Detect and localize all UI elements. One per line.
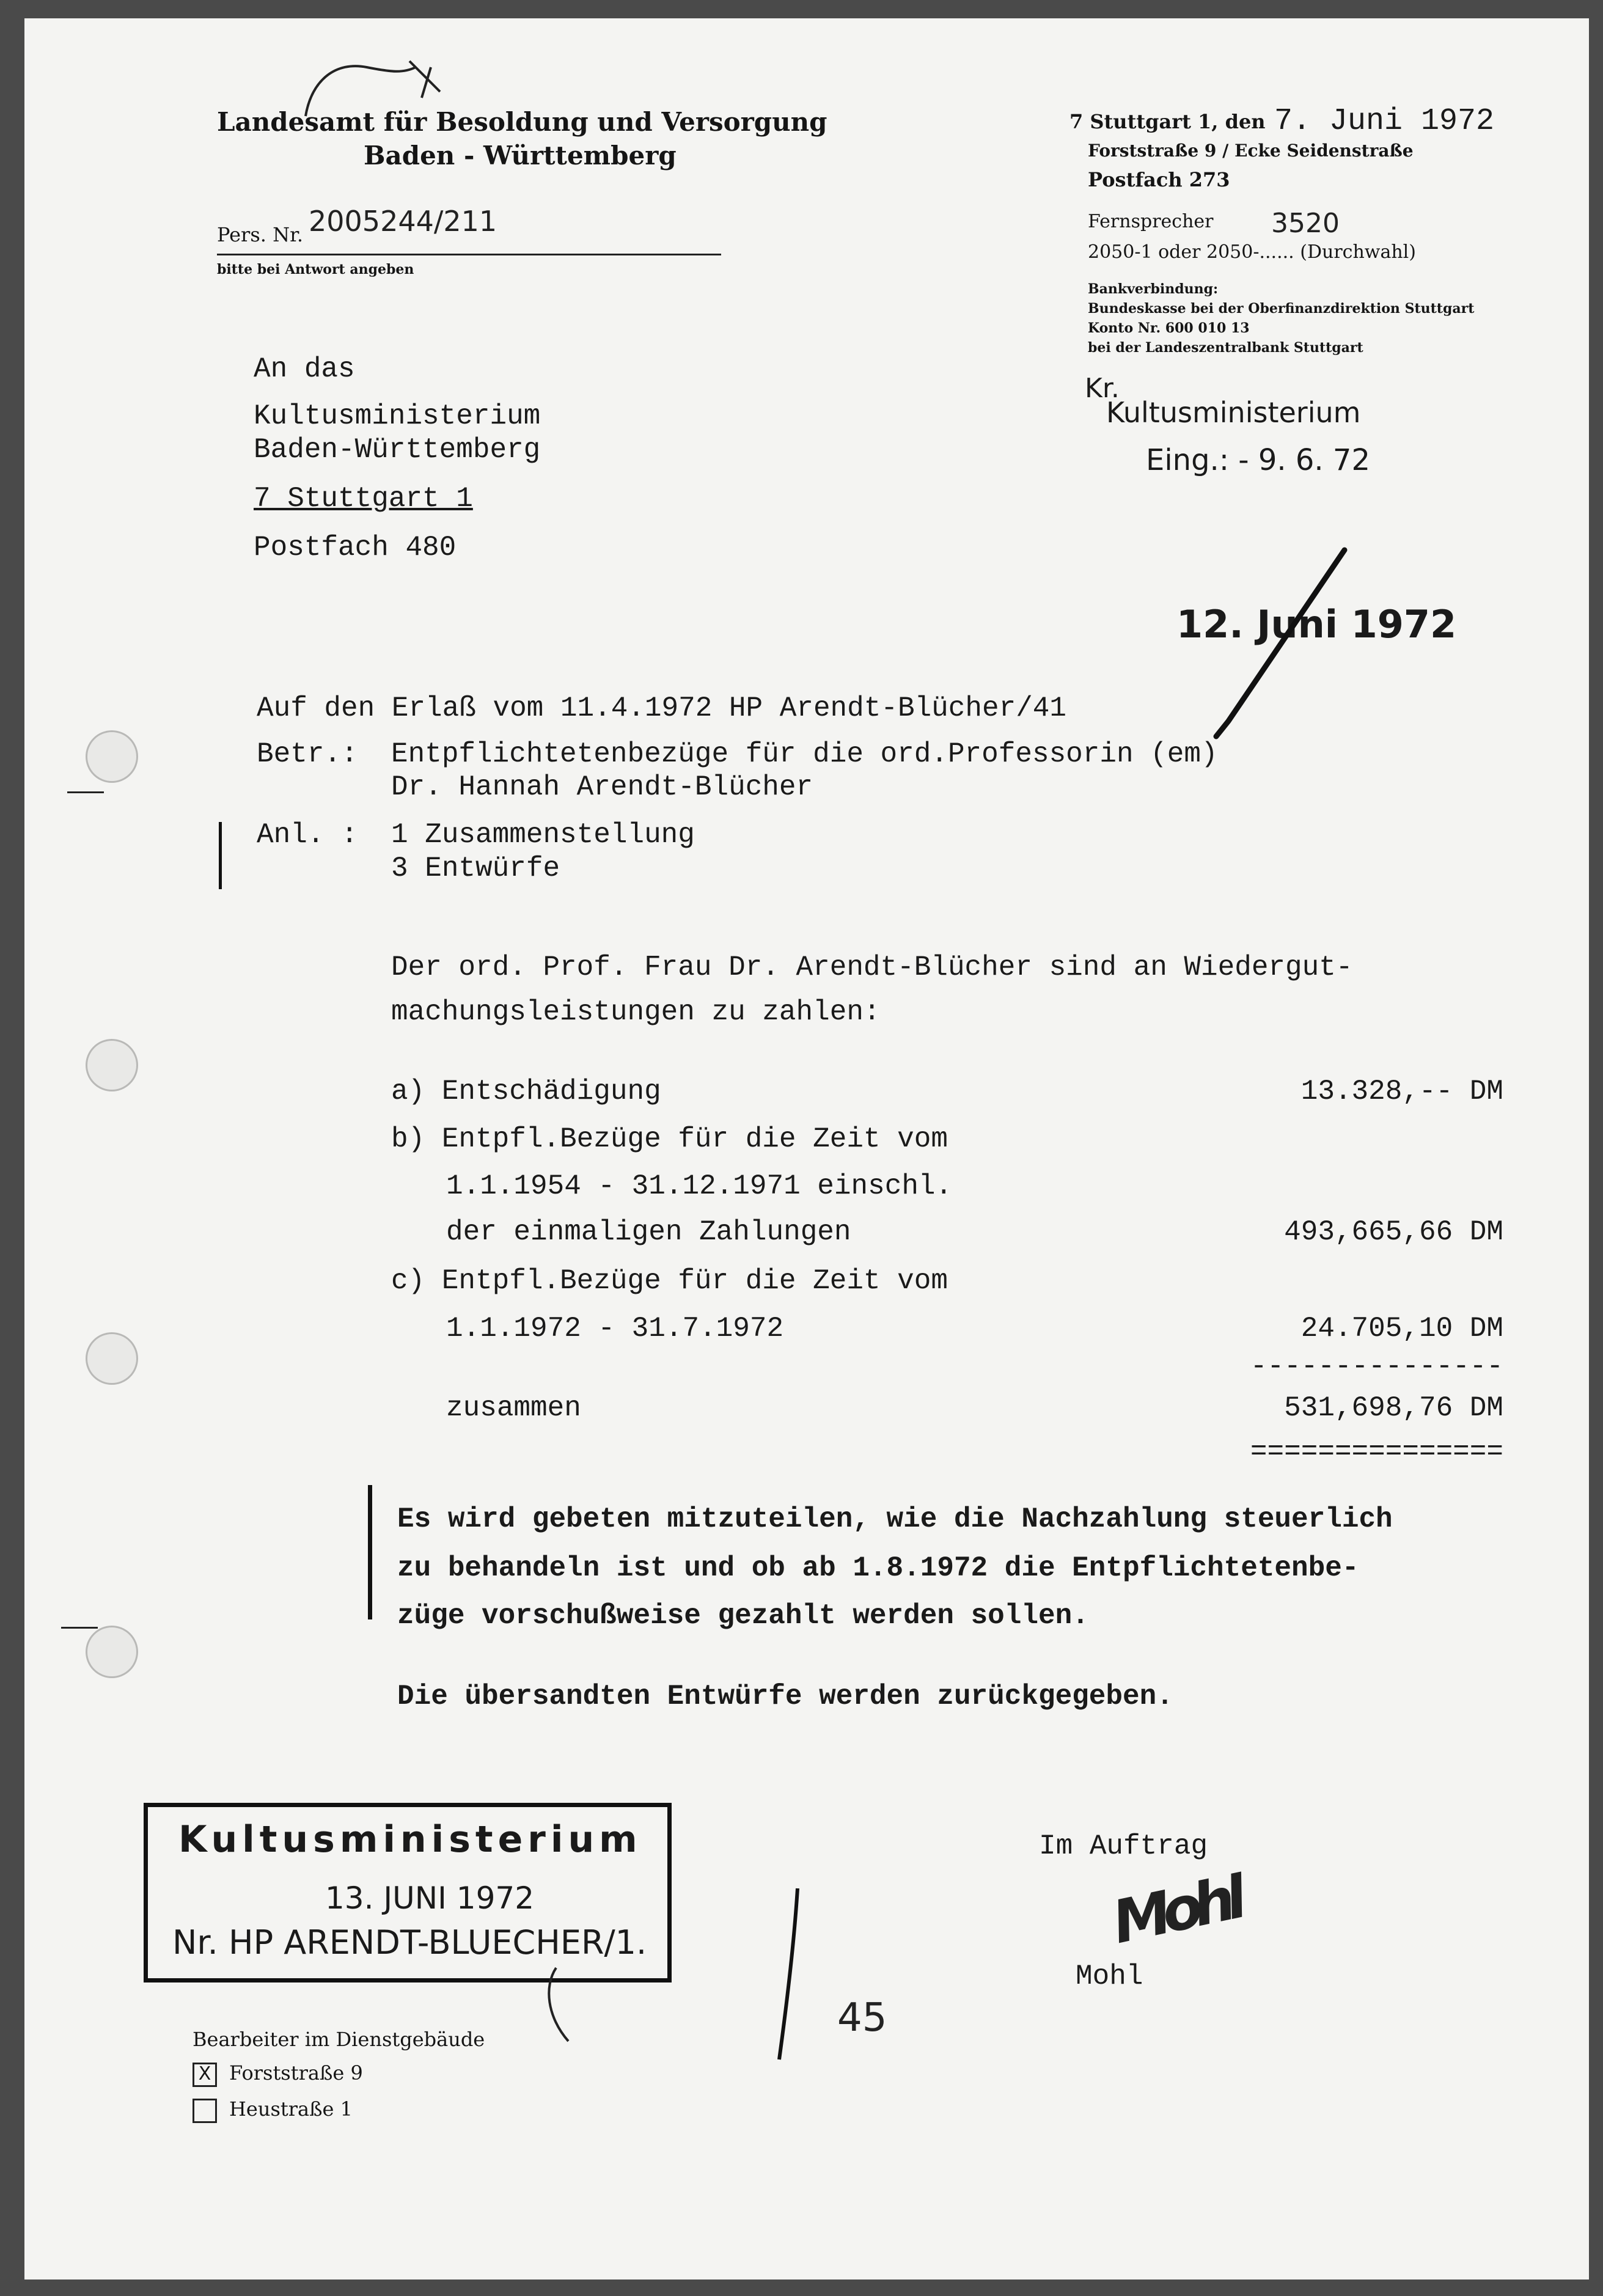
pers-nr-label: Pers. Nr. (217, 223, 304, 246)
bank-label: Bankverbindung: (1088, 281, 1219, 297)
letter-page (24, 18, 1589, 2279)
intro-line2: machungsleistungen zu zahlen: (391, 996, 881, 1028)
city-date-prefix: 7 Stuttgart 1, den (1069, 110, 1266, 133)
margin-mark (219, 822, 222, 889)
payment-b-line2: 1.1.1954 - 31.12.1971 einschl. (446, 1170, 953, 1202)
punch-hole (86, 730, 138, 783)
intro-line1: Der ord. Prof. Frau Dr. Arendt-Blücher sind an Wiedergut- (391, 952, 1353, 983)
reply-note: bitte bei Antwort angeben (217, 262, 414, 277)
footer-option2 (193, 2097, 353, 2123)
double-rule: =============== (1250, 1436, 1503, 1468)
fold-mark (61, 1627, 98, 1629)
request-line1: Es wird gebeten mitzuteilen, wie die Nachzahlung steuerlich (397, 1503, 1393, 1535)
fold-mark (67, 791, 104, 793)
recipient-line5: Postfach 480 (254, 532, 457, 563)
phone-label: Fernsprecher (1088, 211, 1214, 232)
slash-mark (1210, 538, 1357, 739)
footer-option1-label: Forststraße 9 (229, 2061, 363, 2085)
checkbox-empty[interactable] (193, 2099, 217, 2123)
im-auftrag: Im Auftrag (1039, 1830, 1208, 1862)
receipt-stamp-ministry: Kultusministerium (1106, 396, 1361, 429)
footer-option2-label: Heustraße 1 (229, 2097, 353, 2121)
signer-name: Mohl (1076, 1960, 1143, 1992)
date-stamp: 12. Juni 1972 (1176, 602, 1457, 647)
sender-name: Landesamt für Besoldung und Versorgung (217, 107, 827, 137)
phone-ext: 3520 (1271, 208, 1340, 239)
postfach: Postfach 273 (1088, 168, 1230, 191)
letter-date: 7. Juni 1972 (1274, 104, 1495, 139)
subject-line1: Entpflichtetenbezüge für die ord.Professorin (em) (391, 738, 1218, 770)
recipient-line4: 7 Stuttgart 1 (254, 483, 473, 515)
payment-a-label: a) Entschädigung (391, 1076, 661, 1107)
payment-a-amount: 13.328,-- DM (1300, 1076, 1503, 1107)
payment-b-line3: der einmaligen Zahlungen (446, 1216, 851, 1248)
street: Forststraße 9 / Ecke Seidenstraße (1088, 141, 1414, 161)
bank-line3: bei der Landeszentralbank Stuttgart (1088, 340, 1363, 356)
payment-b-amount: 493,665,66 DM (1284, 1216, 1503, 1248)
bank-line1: Bundeskasse bei der Oberfinanzdirektion Stuttgart (1088, 301, 1475, 317)
footer-option1 (193, 2061, 363, 2087)
request-line3: züge vorschußweise gezahlt werden sollen. (397, 1600, 1089, 1632)
closing-note: Die übersandten Entwürfe werden zurückgegeben. (397, 1681, 1173, 1712)
handwritten-stroke (764, 1882, 813, 2066)
phone-line: 2050-1 oder 2050-...... (Durchwahl) (1088, 241, 1416, 263)
payment-b-line1: b) Entpfl.Bezüge für die Zeit vom (391, 1123, 948, 1155)
handwritten-bracket (532, 1962, 605, 2053)
payment-c-line2: 1.1.1972 - 31.7.1972 (446, 1313, 784, 1344)
punch-hole (86, 1626, 138, 1678)
attachments-line1: 1 Zusammenstellung (391, 819, 695, 851)
recipient-line3: Baden-Württemberg (254, 434, 541, 466)
payment-c-amount: 24.705,10 DM (1300, 1313, 1503, 1344)
sender-state: Baden - Württemberg (364, 141, 677, 171)
punch-hole (86, 1332, 138, 1385)
recipient-line2: Kultusministerium (254, 400, 541, 432)
recipient-line1: An das (254, 353, 355, 385)
handwritten-code: 45 (837, 1995, 887, 2041)
footer-heading: Bearbeiter im Dienstgebäude (193, 2028, 485, 2051)
ministry-stamp-nr: Nr. HP ARENDT-BLUECHER/1. (172, 1923, 647, 1962)
reference-line: Auf den Erlaß vom 11.4.1972 HP Arendt-Blücher/41 (257, 692, 1067, 724)
subject-label: Betr.: (257, 738, 358, 770)
dash-rule: --------------- (1250, 1351, 1503, 1382)
subject-line2: Dr. Hannah Arendt-Blücher (391, 771, 813, 803)
bank-line2: Konto Nr. 600 010 13 (1088, 320, 1250, 336)
total-label: zusammen (446, 1392, 581, 1424)
punch-hole (86, 1039, 138, 1091)
signature-scribble: Mohl (1106, 1863, 1245, 1957)
pers-nr: 2005244/211 (309, 205, 497, 238)
payment-c-line1: c) Entpfl.Bezüge für die Zeit vom (391, 1265, 948, 1297)
ministry-stamp (144, 1803, 672, 1982)
margin-mark (368, 1485, 372, 1619)
ministry-stamp-title: Kultusministerium (178, 1818, 642, 1861)
receipt-stamp-date: Eing.: - 9. 6. 72 (1146, 443, 1371, 477)
attachments-line2: 3 Entwürfe (391, 853, 560, 884)
total-amount: 531,698,76 DM (1284, 1392, 1503, 1424)
receipt-stamp-kr: Kr. (1085, 373, 1120, 404)
ministry-stamp-date: 13. JUNI 1972 (325, 1880, 535, 1916)
attachments-label: Anl. : (257, 819, 358, 851)
checkbox-checked[interactable]: X (193, 2063, 217, 2087)
request-line2: zu behandeln ist und ob ab 1.8.1972 die Entpflichtetenbe- (397, 1552, 1359, 1584)
pers-nr-underline (217, 254, 721, 255)
